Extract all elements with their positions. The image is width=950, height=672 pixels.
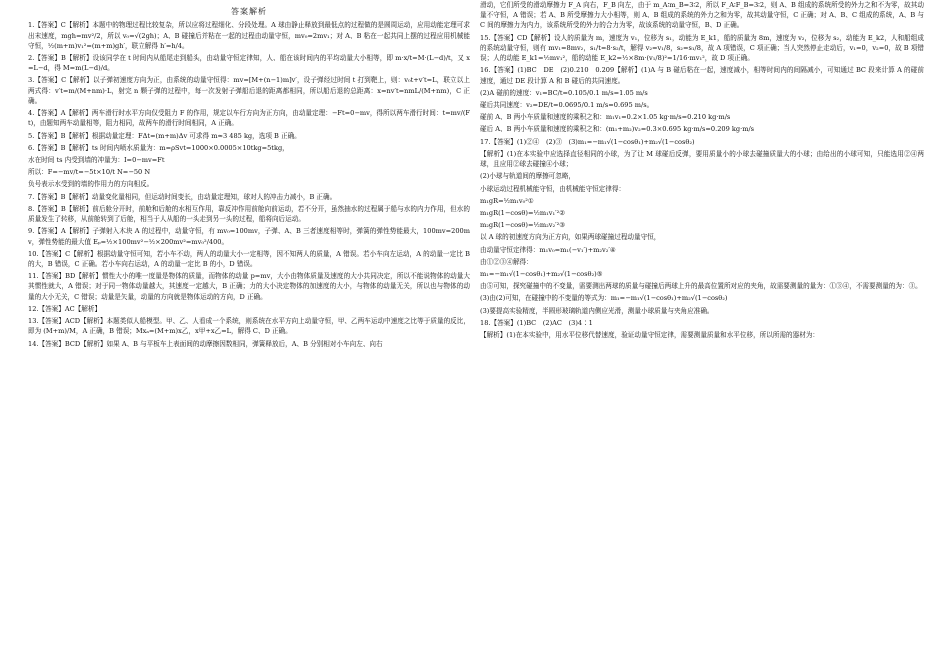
left-column-paragraph: 10.【答案】C【解析】根据动量守恒可知，若小车不动，两人的动量大小一定相等，因不知两人的质量，A 错误。若小车向左运动，A 的动量一定比 B 的大，B 错误，C 正确。若小车向右运动，A 的动量一定比 B 的小，D 错误。	[28, 249, 470, 268]
right-column-paragraph: 【解析】(1)在本实验中应选择直径相同的小球，为了让 M 球碰后反弹，要用质量小的小球去碰撞质量大的小球；由给出的小球可知，只能选用②④两球，且应用②球去碰撞④小球；	[480, 149, 924, 169]
left-column-paragraph: 8.【答案】B【解析】前后舱分开时，前舱和后舱的水相互作用，靠反冲作用前舱向前运动，若不分开，虽然抽水的过程属于船与水的内力作用，但水的质量发生了转移，从前舱转到了后舱，相当于人从船的一头走到另一头的过程，船将向后运动。	[28, 204, 470, 224]
right-column-paragraph: 15.【答案】CD【解析】设人的质量为 m，速度为 v₁，位移为 s₁，动能为 E_k1，船的质量为 8m，速度为 v₂，位移为 s₂，动能为 E_k2，人和船组成的系统动量守恒，则有 mv₁=8mv₂，s₁/t=8·s₂/t，解得 v₂=v₁/8，s₂=s₁/8，故 A 项错误，C 项正确；当人突然停止走动后，v₁=0，v₂=0，故 B 项错误；人的动能 E_k1=½mv₁²，船的动能 E_k2=½×8m·(v₁/8)²=1/16·mv₁²，故 D 项正确。	[480, 33, 924, 63]
left-column-paragraph: 9.【答案】A【解析】子弹射入木块 A 的过程中，动量守恒，有 mv₀=100mv，子弹、A、B 三者速度相等时，弹簧的弹性势能最大，100mv=200mv，弹性势能的最大值 Eₚ=½×100mv²−½×200mv²=mv₀²/400。	[28, 227, 470, 246]
right-column	[480, 0, 924, 342]
left-column-paragraph: 3.【答案】C【解析】以子弹初速度方向为正，由系统的动量守恒得：mv=[M+(n−1)m]v′，设子弹经过时间 t 打到靶上，则：v₀t+v′t=L，联立以上两式得：v′t=m/(M+nm)·L，射完 n 颗子弹的过程中，每一次发射子弹船后退的距离都相同，所以船后退的总距离：x=nv′t=nmL/(M+nm)，C 正确。	[28, 76, 470, 105]
left-column-paragraph: 11.【答案】BD【解析】惯性大小的唯一度量是物体的质量，而物体的动量 p=mv，大小由物体质量及速度的大小共同决定，所以不能说物体的动量大其惯性就大，A 错误；对于同一物体动量越大，其速度一定越大，B 正确；力的大小决定物体的加速度的大小，与物体的动量无关，所以也与物体的动量的大小无关，C 错误；动量是矢量，动量的方向就是物体运动的方向，D 正确。	[28, 272, 470, 301]
left-column-paragraph: 4.【答案】A【解析】两车滑行时水平方向仅受阻力 F 的作用，规定以车行方向为正方向，由动量定理：−Ft=0−mv，得所以两车滑行时间：t=mv/(Ft)，由题知两车动量相等，阻力相同，故两车的滑行时间相同，A 正确。	[28, 109, 470, 128]
right-column-paragraph: m₁gR(1−cosθ)=½m₁v₁′²②	[480, 208, 566, 217]
left-column-paragraph: 1.【答案】C【解析】本题中的物理过程比较复杂，所以应将过程细化、分段处理。A 球由静止释放到最低点的过程做的是圆周运动，应用动能定理可求出末速度，mgh=mv²/2，所以 v₀=√(2gh)；A、B 碰撞后并粘在一起的过程由动量守恒，mv₀=2mv₁；对 A、B 粘在一起共同上摆的过程应用机械能守恒，½(m+m)v₁²=(m+m)gh′，联立解得 h′=h/4。	[28, 21, 470, 50]
right-column-paragraph: 【解析】(1)在本实验中，用水平位移代替速度，验证动量守恒定律，需要测量质量和水平位移，所以所需的器材为：	[480, 331, 820, 340]
left-column-paragraph: 负号表示水受到的墙的作用力的方向相反。	[28, 180, 154, 189]
left-column-paragraph: 13.【答案】ACD【解析】本题类似人船模型。甲、乙、人看成一个系统，则系统在水平方向上动量守恒，甲、乙两车运动中速度之比等于质量的反比，即为 (M+m)/M，A 正确，B 错误；Mxₐ=(M+m)x乙，x甲+x乙=L，解得 C、D 正确。	[28, 317, 470, 336]
right-column-paragraph: (3)由(2)可知，在碰撞中的不变量的等式为：m₁=−m₁√(1−cosθ₁)+m₂√(1−cosθ₂)	[480, 294, 728, 303]
right-column-paragraph: 碰后 A、B 两小车质量和速度的乘积之和：(m₁+m₂)v₂=0.3×0.695 kg·m/s=0.209 kg·m/s	[480, 125, 755, 134]
right-column-paragraph: 16.【答案】(1)BC DE (2)0.210 0.209【解析】(1)A 与 B 碰后粘在一起，速度减小，相等时间内的间隔减小，可知通过 BC 段来计算 A 的碰前速度，通过 DE 段计算 A 和 B 碰后的共同速度。	[480, 66, 924, 85]
right-column-paragraph: (2)小球与轨道间的摩擦可忽略，	[480, 172, 576, 181]
right-column-body	[480, 0, 924, 340]
right-column-paragraph: m₁gR=½m₁v₀²①	[480, 196, 534, 205]
left-column-paragraph: 6.【答案】B【解析】ts 时间内喷水质量为：m=ρSvt=1000×0.0005×10tkg=5tkg，	[28, 143, 289, 152]
right-column-paragraph: (2)A 碰前的速度：v₁=BC/t=0.105/0.1 m/s=1.05 m/s	[480, 88, 648, 97]
page-title: 答案解析	[231, 7, 267, 16]
left-column-paragraph: 水在时间 ts 内受到墙的冲量为：I=0−mv=Ft	[28, 156, 165, 165]
left-column-paragraph: 7.【答案】B【解析】动量变化量相同，但运动时间变长，由动量定理知，球对人的冲击力减小，B 正确。	[28, 192, 337, 201]
left-column-paragraph: 所以：F=−mv/t=−5t×10/t N=−50 N	[28, 168, 151, 177]
right-column-paragraph: 18.【答案】(1)BC (2)AC (3)4∶1	[480, 318, 593, 327]
right-column-paragraph: 以 A 球的初速度方向为正方向，如果两球碰撞过程动量守恒，	[480, 233, 661, 242]
right-column-paragraph: (3)要提高实验精度，半圆形玻璃轨道内侧应光滑，测量小球质量与夹角应准确。	[480, 306, 714, 315]
right-column-paragraph: 滑动，它们所受的滑动摩擦力 F_A 向右，F_B 向左，由于 m_A∶m_B=3∶2，所以 F_A∶F_B=3∶2，则 A、B 组成的系统所受的外力之和不为零，故其动量不守恒，A 错误；若 A、B 所受摩擦力大小相等，则 A、B 组成的系统的外力之和为零，故其动量守恒，C 正确；对 A、B、C 组成的系统，A、B 与 C 间的摩擦力为内力，该系统所受的外力的合力为零，故该系统的动量守恒，B、D 正确。	[480, 1, 924, 30]
left-column	[28, 0, 470, 351]
right-column-paragraph: 由①②③④解得：	[480, 257, 533, 266]
right-column-paragraph: 碰后共同速度：v₂=DE/t=0.0695/0.1 m/s=0.695 m/s。	[480, 100, 654, 109]
right-column-paragraph: 碰前 A、B 两小车质量和速度的乘积之和：m₁v₁=0.2×1.05 kg·m/s=0.210 kg·m/s	[480, 113, 731, 122]
right-column-paragraph: 17.【答案】(1)②④ (2)③ (3)m₁=−m₁√(1−cosθ₁)+m₂√(1−cosθ₂)	[480, 137, 695, 146]
right-column-paragraph: 由动量守恒定律得：m₁v₀=m₁(−v₁′)+m₂v₂′④	[480, 245, 616, 254]
right-column-paragraph: m₂gR(1−cosθ)=½m₂v₂′²③	[480, 221, 566, 230]
left-column-paragraph: 14.【答案】BCD【解析】如果 A、B 与平板车上表面间的动摩擦因数相同，弹簧释放后，A、B 分别相对小车向左、向右	[28, 339, 383, 348]
right-column-paragraph: 小球运动过程机械能守恒，由机械能守恒定律得：	[480, 184, 626, 193]
left-column-paragraph: 12.【答案】AC【解析】	[28, 304, 102, 313]
right-column-paragraph: m₁=−m₁√(1−cosθ₁)+m₂√(1−cosθ₂)⑤	[480, 270, 603, 279]
left-column-paragraph: 5.【答案】B【解析】根据动量定理：FΔt=(m+m)Δv 可求得 m≈3 485 kg，选项 B 正确。	[28, 131, 301, 140]
left-column-body	[28, 20, 470, 348]
right-column-paragraph: 由⑤可知，探究碰撞中的不变量，需要测出两球的质量与碰撞后两球上升的最高位置所对应的夹角，故需要测量的量为：①③④，不需要测量的为：③。	[480, 282, 922, 291]
left-column-paragraph: 2.【答案】B【解析】设该同学在 t 时间内从船尾走到船头，由动量守恒定律知，人、船在该时间内的平均动量大小相等，即 m·x/t=M·(L−d)/t，又 x=L−d，得 M=m(L−d)/d。	[28, 54, 470, 73]
